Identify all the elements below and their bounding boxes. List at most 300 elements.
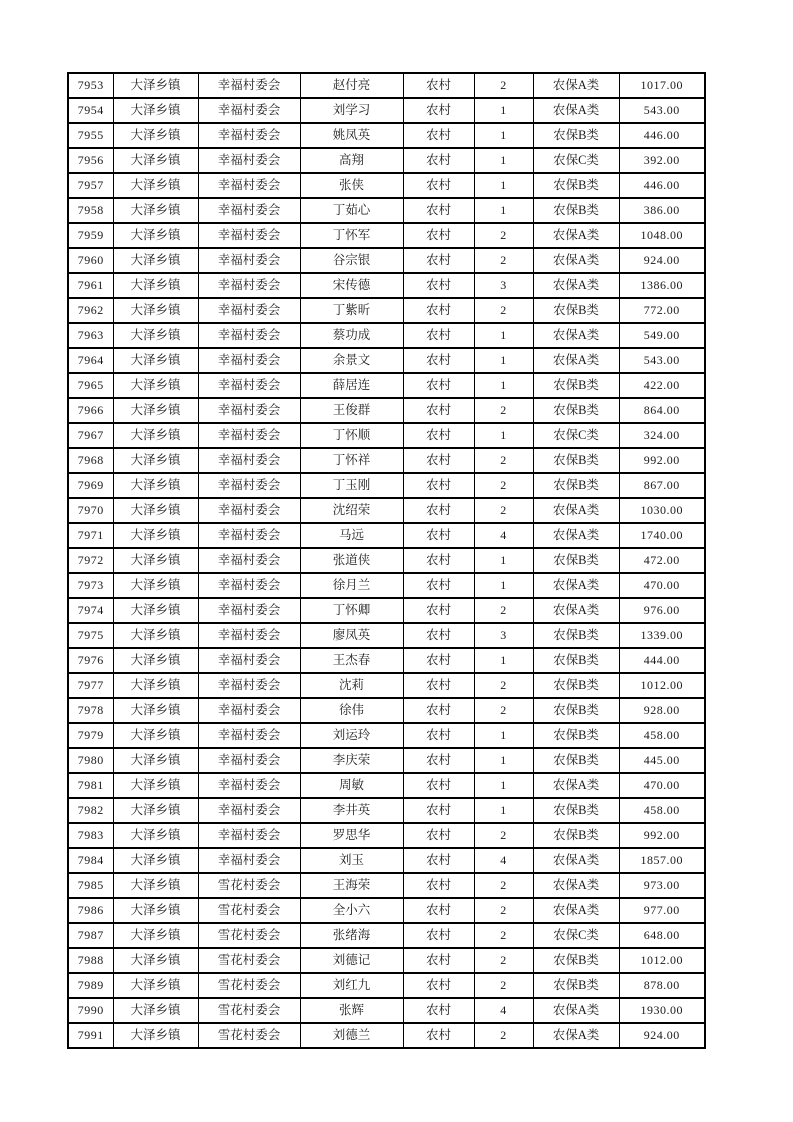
cell-count: 1	[474, 748, 533, 773]
cell-amount: 977.00	[619, 898, 705, 923]
table-row	[68, 623, 705, 648]
cell-town: 大泽乡镇	[113, 698, 198, 723]
cell-town: 大泽乡镇	[113, 398, 198, 423]
cell-town: 大泽乡镇	[113, 873, 198, 898]
cell-serial: 7977	[68, 673, 113, 698]
cell-village: 幸福村委会	[198, 848, 300, 873]
cell-name: 李井英	[300, 798, 403, 823]
table-row	[68, 798, 705, 823]
cell-count: 2	[474, 1023, 533, 1048]
cell-count: 1	[474, 323, 533, 348]
cell-serial: 7976	[68, 648, 113, 673]
cell-amount: 924.00	[619, 1023, 705, 1048]
cell-amount: 445.00	[619, 748, 705, 773]
cell-serial: 7964	[68, 348, 113, 373]
cell-type: 农保A类	[533, 73, 619, 98]
cell-name: 周敏	[300, 773, 403, 798]
cell-type: 农保A类	[533, 498, 619, 523]
table-row	[68, 498, 705, 523]
cell-category: 农村	[403, 898, 474, 923]
cell-village: 幸福村委会	[198, 498, 300, 523]
cell-name: 丁玉刚	[300, 473, 403, 498]
cell-amount: 1339.00	[619, 623, 705, 648]
cell-serial: 7966	[68, 398, 113, 423]
cell-village: 幸福村委会	[198, 723, 300, 748]
cell-village: 幸福村委会	[198, 473, 300, 498]
cell-name: 谷宗银	[300, 248, 403, 273]
cell-count: 1	[474, 123, 533, 148]
cell-count: 3	[474, 273, 533, 298]
cell-category: 农村	[403, 948, 474, 973]
cell-category: 农村	[403, 423, 474, 448]
cell-name: 沈莉	[300, 673, 403, 698]
cell-village: 幸福村委会	[198, 123, 300, 148]
cell-category: 农村	[403, 548, 474, 573]
cell-name: 高翔	[300, 148, 403, 173]
cell-category: 农村	[403, 73, 474, 98]
cell-count: 2	[474, 448, 533, 473]
cell-category: 农村	[403, 373, 474, 398]
cell-type: 农保A类	[533, 273, 619, 298]
cell-village: 雪花村委会	[198, 898, 300, 923]
cell-name: 王海荣	[300, 873, 403, 898]
cell-count: 2	[474, 498, 533, 523]
cell-amount: 446.00	[619, 173, 705, 198]
cell-category: 农村	[403, 998, 474, 1023]
cell-amount: 444.00	[619, 648, 705, 673]
cell-serial: 7963	[68, 323, 113, 348]
cell-category: 农村	[403, 198, 474, 223]
cell-village: 幸福村委会	[198, 423, 300, 448]
cell-name: 张辉	[300, 998, 403, 1023]
cell-type: 农保B类	[533, 698, 619, 723]
cell-count: 4	[474, 848, 533, 873]
cell-type: 农保A类	[533, 323, 619, 348]
cell-amount: 878.00	[619, 973, 705, 998]
cell-village: 雪花村委会	[198, 873, 300, 898]
cell-village: 幸福村委会	[198, 298, 300, 323]
cell-village: 幸福村委会	[198, 73, 300, 98]
cell-count: 1	[474, 723, 533, 748]
table-row	[68, 173, 705, 198]
cell-amount: 472.00	[619, 548, 705, 573]
cell-count: 2	[474, 823, 533, 848]
cell-count: 1	[474, 423, 533, 448]
cell-count: 1	[474, 348, 533, 373]
table-row	[68, 648, 705, 673]
table-row	[68, 148, 705, 173]
table-row	[68, 848, 705, 873]
cell-type: 农保C类	[533, 923, 619, 948]
cell-type: 农保A类	[533, 223, 619, 248]
cell-name: 张道侠	[300, 548, 403, 573]
cell-count: 4	[474, 998, 533, 1023]
cell-type: 农保A类	[533, 598, 619, 623]
table-row	[68, 398, 705, 423]
cell-name: 刘德记	[300, 948, 403, 973]
table-row	[68, 423, 705, 448]
cell-count: 2	[474, 73, 533, 98]
cell-type: 农保B类	[533, 948, 619, 973]
cell-count: 2	[474, 598, 533, 623]
cell-category: 农村	[403, 773, 474, 798]
table-row	[68, 923, 705, 948]
cell-count: 1	[474, 148, 533, 173]
cell-serial: 7972	[68, 548, 113, 573]
cell-count: 1	[474, 773, 533, 798]
cell-serial: 7974	[68, 598, 113, 623]
cell-amount: 543.00	[619, 348, 705, 373]
cell-serial: 7954	[68, 98, 113, 123]
cell-amount: 924.00	[619, 248, 705, 273]
table-row	[68, 773, 705, 798]
cell-village: 幸福村委会	[198, 573, 300, 598]
cell-village: 雪花村委会	[198, 1023, 300, 1048]
cell-amount: 1857.00	[619, 848, 705, 873]
cell-serial: 7982	[68, 798, 113, 823]
cell-amount: 386.00	[619, 198, 705, 223]
cell-village: 幸福村委会	[198, 198, 300, 223]
cell-amount: 1012.00	[619, 948, 705, 973]
cell-town: 大泽乡镇	[113, 73, 198, 98]
cell-serial: 7980	[68, 748, 113, 773]
cell-type: 农保A类	[533, 998, 619, 1023]
cell-village: 幸福村委会	[198, 623, 300, 648]
table-row	[68, 348, 705, 373]
cell-count: 2	[474, 398, 533, 423]
cell-category: 农村	[403, 148, 474, 173]
table-row	[68, 123, 705, 148]
table-row	[68, 973, 705, 998]
cell-serial: 7987	[68, 923, 113, 948]
cell-village: 幸福村委会	[198, 223, 300, 248]
cell-amount: 549.00	[619, 323, 705, 348]
cell-type: 农保A类	[533, 248, 619, 273]
cell-amount: 772.00	[619, 298, 705, 323]
cell-name: 王俊群	[300, 398, 403, 423]
cell-village: 幸福村委会	[198, 98, 300, 123]
table-row	[68, 823, 705, 848]
cell-village: 雪花村委会	[198, 998, 300, 1023]
cell-serial: 7991	[68, 1023, 113, 1048]
cell-village: 幸福村委会	[198, 273, 300, 298]
cell-category: 农村	[403, 348, 474, 373]
cell-category: 农村	[403, 723, 474, 748]
cell-town: 大泽乡镇	[113, 848, 198, 873]
cell-name: 王杰春	[300, 648, 403, 673]
cell-count: 4	[474, 523, 533, 548]
cell-type: 农保A类	[533, 573, 619, 598]
cell-type: 农保A类	[533, 873, 619, 898]
cell-type: 农保A类	[533, 898, 619, 923]
table-row	[68, 473, 705, 498]
table-row	[68, 598, 705, 623]
cell-amount: 1030.00	[619, 498, 705, 523]
cell-town: 大泽乡镇	[113, 223, 198, 248]
cell-name: 全小六	[300, 898, 403, 923]
cell-name: 李庆荣	[300, 748, 403, 773]
cell-amount: 446.00	[619, 123, 705, 148]
cell-type: 农保B类	[533, 673, 619, 698]
cell-village: 幸福村委会	[198, 373, 300, 398]
cell-name: 刘玉	[300, 848, 403, 873]
cell-serial: 7988	[68, 948, 113, 973]
cell-type: 农保A类	[533, 98, 619, 123]
cell-serial: 7953	[68, 73, 113, 98]
cell-count: 2	[474, 948, 533, 973]
cell-amount: 973.00	[619, 873, 705, 898]
cell-amount: 1017.00	[619, 73, 705, 98]
cell-count: 2	[474, 698, 533, 723]
cell-town: 大泽乡镇	[113, 598, 198, 623]
cell-village: 雪花村委会	[198, 973, 300, 998]
cell-serial: 7957	[68, 173, 113, 198]
cell-serial: 7986	[68, 898, 113, 923]
cell-town: 大泽乡镇	[113, 948, 198, 973]
table-row	[68, 523, 705, 548]
cell-name: 沈绍荣	[300, 498, 403, 523]
cell-type: 农保C类	[533, 423, 619, 448]
cell-village: 幸福村委会	[198, 648, 300, 673]
cell-amount: 1048.00	[619, 223, 705, 248]
table-row	[68, 323, 705, 348]
table-row	[68, 573, 705, 598]
cell-name: 丁怀顺	[300, 423, 403, 448]
cell-type: 农保B类	[533, 823, 619, 848]
cell-count: 2	[474, 298, 533, 323]
table-row	[68, 748, 705, 773]
cell-name: 马远	[300, 523, 403, 548]
cell-type: 农保B类	[533, 448, 619, 473]
cell-town: 大泽乡镇	[113, 648, 198, 673]
cell-village: 幸福村委会	[198, 398, 300, 423]
cell-town: 大泽乡镇	[113, 323, 198, 348]
cell-serial: 7975	[68, 623, 113, 648]
table-row	[68, 898, 705, 923]
cell-town: 大泽乡镇	[113, 373, 198, 398]
cell-type: 农保B类	[533, 623, 619, 648]
cell-serial: 7989	[68, 973, 113, 998]
records-table-body	[68, 73, 705, 1048]
cell-village: 幸福村委会	[198, 548, 300, 573]
table-row	[68, 223, 705, 248]
cell-type: 农保A类	[533, 773, 619, 798]
cell-serial: 7984	[68, 848, 113, 873]
cell-village: 幸福村委会	[198, 598, 300, 623]
cell-count: 1	[474, 648, 533, 673]
cell-category: 农村	[403, 648, 474, 673]
cell-town: 大泽乡镇	[113, 473, 198, 498]
cell-town: 大泽乡镇	[113, 523, 198, 548]
cell-name: 罗思华	[300, 823, 403, 848]
cell-amount: 458.00	[619, 798, 705, 823]
cell-category: 农村	[403, 223, 474, 248]
cell-village: 幸福村委会	[198, 748, 300, 773]
cell-type: 农保B类	[533, 648, 619, 673]
cell-town: 大泽乡镇	[113, 248, 198, 273]
table-row	[68, 73, 705, 98]
cell-serial: 7990	[68, 998, 113, 1023]
cell-serial: 7959	[68, 223, 113, 248]
cell-village: 幸福村委会	[198, 823, 300, 848]
cell-amount: 1012.00	[619, 673, 705, 698]
cell-count: 2	[474, 673, 533, 698]
cell-amount: 1386.00	[619, 273, 705, 298]
cell-town: 大泽乡镇	[113, 923, 198, 948]
cell-serial: 7967	[68, 423, 113, 448]
cell-category: 农村	[403, 523, 474, 548]
cell-type: 农保B类	[533, 798, 619, 823]
cell-amount: 458.00	[619, 723, 705, 748]
cell-category: 农村	[403, 848, 474, 873]
cell-type: 农保B类	[533, 398, 619, 423]
cell-amount: 392.00	[619, 148, 705, 173]
cell-serial: 7968	[68, 448, 113, 473]
cell-type: 农保A类	[533, 848, 619, 873]
cell-amount: 976.00	[619, 598, 705, 623]
cell-serial: 7978	[68, 698, 113, 723]
cell-category: 农村	[403, 573, 474, 598]
cell-amount: 422.00	[619, 373, 705, 398]
cell-name: 张侠	[300, 173, 403, 198]
cell-town: 大泽乡镇	[113, 973, 198, 998]
table-row	[68, 373, 705, 398]
cell-village: 幸福村委会	[198, 523, 300, 548]
cell-name: 丁茹心	[300, 198, 403, 223]
cell-name: 丁怀军	[300, 223, 403, 248]
cell-name: 姚凤英	[300, 123, 403, 148]
cell-amount: 992.00	[619, 448, 705, 473]
cell-category: 农村	[403, 973, 474, 998]
cell-count: 1	[474, 198, 533, 223]
cell-category: 农村	[403, 498, 474, 523]
table-row	[68, 298, 705, 323]
cell-serial: 7961	[68, 273, 113, 298]
cell-serial: 7965	[68, 373, 113, 398]
table-row	[68, 448, 705, 473]
cell-town: 大泽乡镇	[113, 998, 198, 1023]
cell-type: 农保B类	[533, 198, 619, 223]
cell-category: 农村	[403, 673, 474, 698]
cell-count: 1	[474, 173, 533, 198]
cell-name: 丁紫昕	[300, 298, 403, 323]
cell-name: 余景文	[300, 348, 403, 373]
cell-serial: 7970	[68, 498, 113, 523]
table-row	[68, 98, 705, 123]
table-row	[68, 1023, 705, 1048]
cell-category: 农村	[403, 173, 474, 198]
cell-village: 幸福村委会	[198, 348, 300, 373]
table-row	[68, 548, 705, 573]
cell-category: 农村	[403, 923, 474, 948]
cell-count: 1	[474, 373, 533, 398]
cell-count: 1	[474, 98, 533, 123]
cell-count: 2	[474, 223, 533, 248]
cell-category: 农村	[403, 323, 474, 348]
cell-village: 幸福村委会	[198, 798, 300, 823]
cell-serial: 7971	[68, 523, 113, 548]
cell-type: 农保B类	[533, 723, 619, 748]
cell-village: 幸福村委会	[198, 448, 300, 473]
table-row	[68, 673, 705, 698]
cell-type: 农保A类	[533, 348, 619, 373]
table-row	[68, 998, 705, 1023]
cell-category: 农村	[403, 123, 474, 148]
cell-town: 大泽乡镇	[113, 748, 198, 773]
cell-name: 宋传德	[300, 273, 403, 298]
cell-serial: 7969	[68, 473, 113, 498]
cell-count: 1	[474, 573, 533, 598]
cell-town: 大泽乡镇	[113, 723, 198, 748]
cell-category: 农村	[403, 798, 474, 823]
cell-name: 丁怀卿	[300, 598, 403, 623]
cell-town: 大泽乡镇	[113, 123, 198, 148]
cell-name: 廖凤英	[300, 623, 403, 648]
cell-town: 大泽乡镇	[113, 423, 198, 448]
cell-amount: 470.00	[619, 773, 705, 798]
cell-serial: 7981	[68, 773, 113, 798]
cell-village: 幸福村委会	[198, 323, 300, 348]
cell-village: 幸福村委会	[198, 248, 300, 273]
cell-name: 丁怀祥	[300, 448, 403, 473]
cell-count: 2	[474, 973, 533, 998]
cell-town: 大泽乡镇	[113, 348, 198, 373]
cell-serial: 7962	[68, 298, 113, 323]
cell-count: 2	[474, 248, 533, 273]
cell-village: 幸福村委会	[198, 698, 300, 723]
table-row	[68, 948, 705, 973]
cell-type: 农保B类	[533, 298, 619, 323]
cell-category: 农村	[403, 1023, 474, 1048]
cell-type: 农保A类	[533, 523, 619, 548]
cell-category: 农村	[403, 448, 474, 473]
cell-town: 大泽乡镇	[113, 498, 198, 523]
table-row	[68, 248, 705, 273]
cell-amount: 992.00	[619, 823, 705, 848]
cell-amount: 324.00	[619, 423, 705, 448]
cell-town: 大泽乡镇	[113, 448, 198, 473]
cell-type: 农保B类	[533, 373, 619, 398]
table-row	[68, 198, 705, 223]
cell-count: 1	[474, 798, 533, 823]
cell-category: 农村	[403, 398, 474, 423]
cell-town: 大泽乡镇	[113, 773, 198, 798]
cell-name: 刘学习	[300, 98, 403, 123]
cell-amount: 648.00	[619, 923, 705, 948]
cell-name: 蔡功成	[300, 323, 403, 348]
cell-type: 农保B类	[533, 973, 619, 998]
cell-village: 雪花村委会	[198, 923, 300, 948]
cell-serial: 7958	[68, 198, 113, 223]
cell-town: 大泽乡镇	[113, 548, 198, 573]
cell-serial: 7955	[68, 123, 113, 148]
cell-count: 2	[474, 873, 533, 898]
cell-type: 农保B类	[533, 173, 619, 198]
cell-count: 2	[474, 923, 533, 948]
cell-amount: 543.00	[619, 98, 705, 123]
cell-category: 农村	[403, 273, 474, 298]
cell-category: 农村	[403, 598, 474, 623]
cell-category: 农村	[403, 98, 474, 123]
cell-name: 徐月兰	[300, 573, 403, 598]
cell-serial: 7973	[68, 573, 113, 598]
cell-name: 张绪海	[300, 923, 403, 948]
cell-serial: 7960	[68, 248, 113, 273]
table-row	[68, 273, 705, 298]
cell-serial: 7983	[68, 823, 113, 848]
cell-category: 农村	[403, 248, 474, 273]
cell-category: 农村	[403, 748, 474, 773]
